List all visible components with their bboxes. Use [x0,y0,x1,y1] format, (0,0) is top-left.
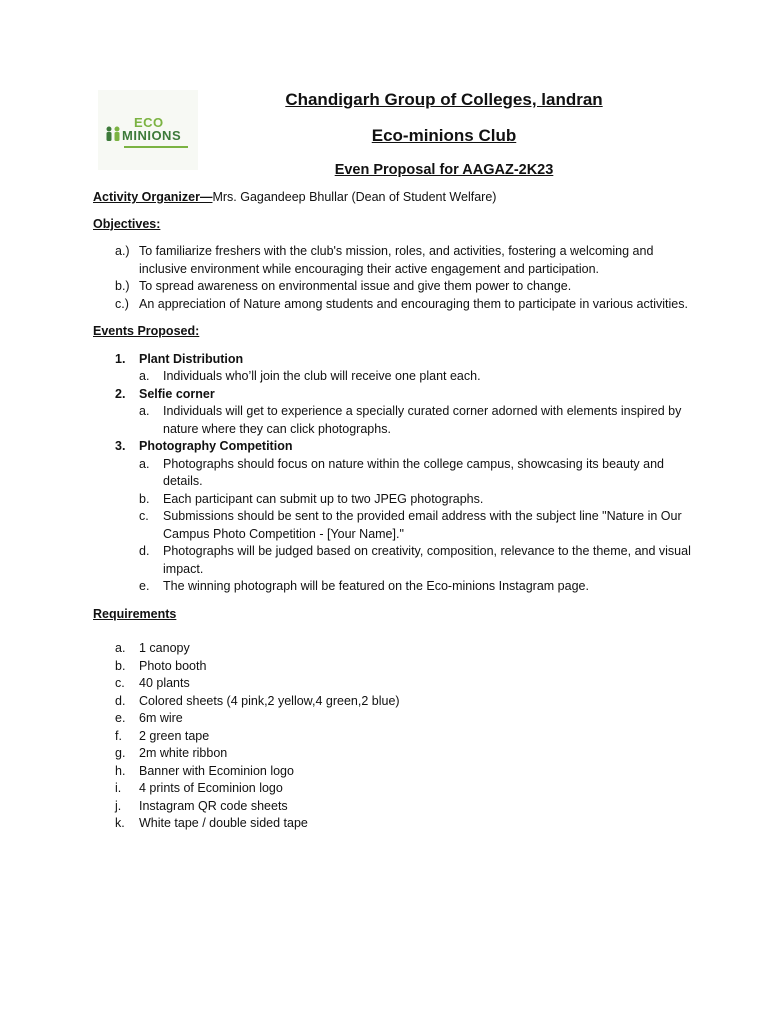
list-item [93,728,693,746]
list-item-text: Submissions should be sent to the provided email address with the subject line "Nature in Our Campus Photo Competition - [Your Name]." [163,509,682,541]
people-icon [104,124,124,144]
list-item-text: An appreciation of Nature among students and encouraging them to participate in various activities. [139,296,688,311]
list-marker: i. [115,781,122,795]
event-number: 1. [115,351,126,366]
list-marker: d. [115,693,126,708]
events-heading: Events Proposed: [93,324,200,338]
event-number: 2. [115,386,126,401]
list-item [139,543,693,578]
list-item-text: 2m white ribbon [139,746,228,760]
list-item [93,658,693,676]
list-item [93,640,693,658]
club-title: Eco-minions Club [371,126,517,145]
college-title: Chandigarh Group of Colleges, landran [285,90,603,109]
list-item-text: 2 green tape [139,728,210,743]
list-marker: a. [115,641,126,655]
events-list [93,351,693,596]
list-item [93,693,693,711]
list-marker: a. [139,456,150,471]
list-item [139,403,693,438]
list-marker: k. [115,816,125,830]
list-item-text: 1 canopy [139,641,190,655]
list-marker: e. [139,579,150,593]
list-marker: e. [115,711,126,725]
list-item-text: Colored sheets (4 pink,2 yellow,4 green,2 blue) [139,693,400,708]
event-item [93,386,693,439]
list-marker: a. [139,404,150,418]
eco-minions-logo [98,90,198,170]
logo-minions-text: MINIONS [122,128,182,143]
organizer-value: Mrs. Gagandeep Bhullar (Dean of Student Welfare) [212,190,497,204]
organizer-line [93,189,693,207]
list-item [139,508,693,543]
list-item-text: To familiarize freshers with the club's mission, roles, and activities, fostering a welcoming and inclusive environment while encouraging their active engagement and participation. [139,244,654,276]
list-item-text: Photo booth [139,658,207,673]
event-item [93,438,693,596]
logo-underline [124,146,188,148]
list-item [139,578,693,596]
list-marker: c.) [115,296,129,311]
list-marker: g. [115,746,126,760]
list-marker: a.) [115,244,130,258]
list-item-text: Photographs will be judged based on creativity, composition, relevance to the theme, and visual impact. [163,544,691,576]
list-item [139,491,693,509]
event-title: Plant Distribution [139,351,244,366]
list-item-text: 40 plants [139,676,190,690]
proposal-title: Even Proposal for AAGAZ-2K23 [334,162,554,178]
list-marker: d. [139,544,150,558]
list-item [139,368,693,386]
list-item [93,675,693,693]
list-item [93,296,693,314]
event-details [139,456,693,596]
list-marker: f. [115,728,122,743]
requirements-list [93,640,693,833]
list-item-text: To spread awareness on environmental issue and give them power to change. [139,279,572,293]
list-marker: b.) [115,279,130,293]
list-item [93,780,693,798]
logo-eco-text: ECO [134,115,164,130]
list-item [93,710,693,728]
document-body [93,189,693,843]
list-item-text: Banner with Ecominion logo [139,763,294,778]
list-item [93,243,693,278]
list-item-text: Photographs should focus on nature within the college campus, showcasing its beauty and details. [163,456,665,488]
list-item [93,798,693,816]
event-title: Selfie corner [139,386,215,401]
list-item-text: White tape / double sided tape [139,816,308,830]
organizer-label: Activity Organizer— [93,190,213,204]
event-title: Photography Competition [139,439,293,453]
list-item-text: Individuals will get to experience a specially curated corner adorned with elements inspired by nature where they can click photographs. [163,404,682,436]
list-item-text: 4 prints of Ecominion logo [139,781,283,795]
list-item-text: The winning photograph will be featured on the Eco-minions Instagram page. [163,579,589,593]
event-details [139,368,693,386]
objectives-heading: Objectives: [93,216,161,231]
list-item-text: Instagram QR code sheets [139,798,288,813]
list-item-text: 6m wire [139,711,183,725]
list-item [139,456,693,491]
list-marker: j. [115,798,122,813]
requirements-heading: Requirements [93,606,177,621]
list-item [93,815,693,833]
list-marker: h. [115,763,126,778]
list-marker: a. [139,369,150,383]
list-item-text: Each participant can submit up to two JPEG photographs. [163,491,484,506]
event-item [93,351,693,386]
list-item [93,278,693,296]
event-details [139,403,693,438]
list-marker: c. [139,509,149,523]
list-item [93,745,693,763]
objectives-list [93,243,693,313]
event-number: 3. [115,439,126,453]
list-item-text: Individuals who’ll join the club will receive one plant each. [163,369,481,383]
list-marker: b. [115,658,126,673]
list-marker: c. [115,676,125,690]
list-item [93,763,693,781]
list-marker: b. [139,491,150,506]
